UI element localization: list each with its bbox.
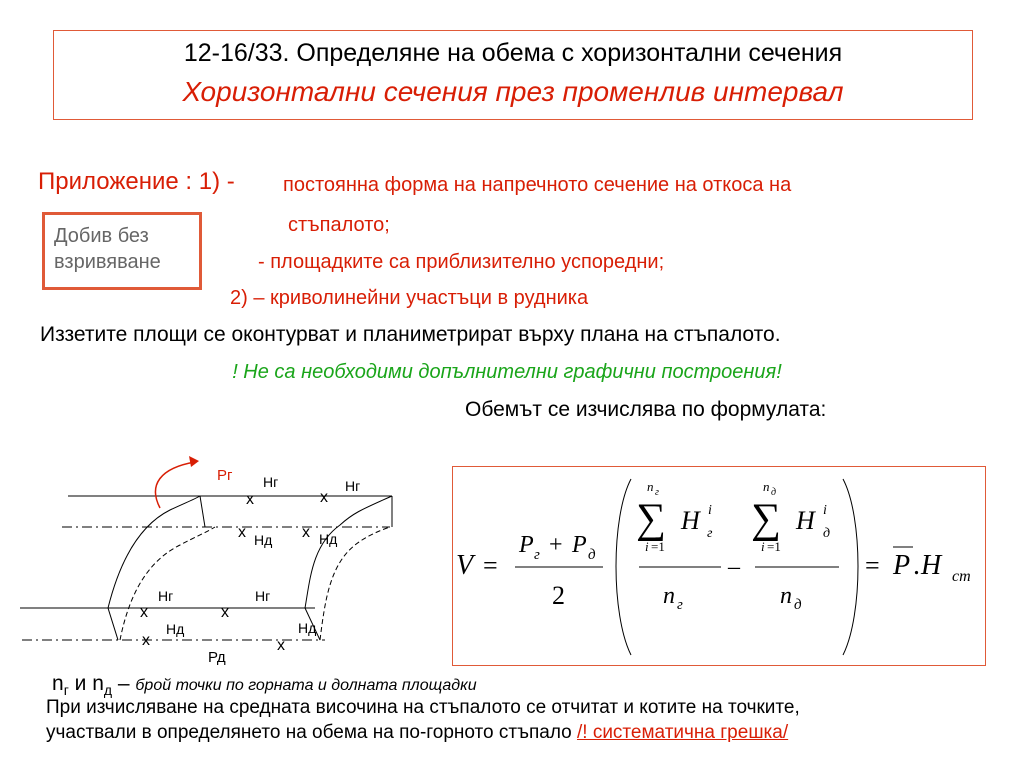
formula-pbar: P: [893, 550, 911, 581]
left-slope-curve: [108, 496, 200, 608]
hg-label-2: Нг: [345, 478, 361, 494]
application-item-1: постоянна форма на напречното сечение на откоса на: [283, 174, 792, 196]
hd-label-2: Нд: [319, 531, 338, 547]
bottom-note-line2-text: участвали в определянето на обема на по-горното стъпало: [46, 722, 577, 743]
upper-slope-crest: [200, 496, 205, 527]
n-def-and: и: [68, 672, 93, 695]
sum2-top-sub: д: [771, 487, 777, 498]
frac3-den-sub: д: [794, 597, 802, 613]
hd-label-1: Нд: [254, 532, 273, 548]
mining-method-line1: Добив без: [54, 225, 149, 247]
mining-method-line2: взривяване: [54, 251, 161, 273]
mining-method-box: [42, 212, 202, 290]
sum1-top-sub: г: [655, 487, 659, 498]
hg-label-3: Нг: [158, 588, 174, 604]
formula-hst-sub: ст: [952, 568, 971, 585]
mining-method-text: [54, 223, 161, 275]
formula-dot: .: [913, 550, 920, 581]
hg-label-4: Нг: [255, 588, 271, 604]
pg-label: Рг: [217, 467, 233, 484]
areas-text: Иззетите площи се оконтурват и планиметрират върху плана на стъпалото.: [40, 323, 781, 346]
sum2-sigma: ∑: [751, 496, 781, 542]
x-mark-4: х: [302, 524, 310, 541]
sum1-sigma: ∑: [636, 496, 666, 542]
formula-pd: P: [572, 532, 587, 558]
formula-v: V: [456, 550, 474, 581]
sum2-h: H: [796, 506, 815, 535]
sum2-eq1: =1: [767, 539, 781, 554]
volume-formula: [453, 467, 985, 665]
sum2-top-n: n: [763, 479, 770, 494]
sum2-i: i: [761, 539, 765, 554]
volume-intro: Обемът се изчислява по формулата:: [465, 398, 827, 421]
n-d-symbol: n: [92, 672, 104, 695]
application-item-1-continued: стъпалото;: [288, 214, 390, 236]
n-d-sub: д: [103, 682, 113, 699]
sum2-sup-i: i: [823, 503, 827, 518]
right-slope-curve: [305, 496, 392, 608]
formula-paren-left: [616, 479, 631, 655]
x-mark-6: х: [221, 604, 229, 621]
application-item-2: 2) – криволинейни участъци в рудника: [230, 287, 589, 309]
n-def-dash: –: [112, 672, 136, 695]
hg-label-1: Нг: [263, 474, 279, 490]
n-g-symbol: n: [52, 672, 64, 695]
frac3-den-n: n: [780, 583, 792, 609]
lower-left-edge: [108, 608, 118, 640]
n-definition: [52, 672, 477, 698]
formula-eq-1: =: [483, 551, 498, 580]
sum2-sub-d: д: [823, 526, 831, 541]
sum1-h: H: [681, 506, 700, 535]
bottom-note-line2: [46, 722, 788, 744]
sum1-sup-i: i: [708, 503, 712, 518]
x-mark-2: х: [320, 489, 328, 506]
x-mark-3: х: [238, 524, 246, 541]
application-item-1b: - площадките са приблизително успоредни;: [258, 251, 665, 273]
n-def-description: брой точки по горната и долната площадки: [135, 677, 477, 694]
pd-label: Рд: [208, 649, 226, 666]
bottom-note-line1: При изчисляване на средната височина на стъпалото се отчитат и котите на точките,: [46, 697, 800, 718]
frac2-den-sub: г: [677, 597, 683, 613]
x-mark-7: х: [142, 632, 150, 649]
title-box: [53, 30, 973, 120]
formula-paren-right: [843, 479, 858, 655]
formula-eq-2: =: [865, 551, 880, 580]
formula-pd-sub: д: [588, 547, 596, 563]
application-label: Приложение : 1) -: [38, 168, 235, 195]
sum1-i: i: [645, 539, 649, 554]
sum1-top-n: n: [647, 479, 654, 494]
hd-label-3: Нд: [166, 621, 185, 637]
sum1-sub-g: г: [707, 526, 713, 541]
x-mark-8: х: [277, 637, 285, 654]
bench-cross-section-diagram: [0, 440, 420, 670]
formula-hst: H: [921, 550, 942, 581]
formula-pg-sub: г: [534, 547, 540, 563]
sum1-eq1: =1: [651, 539, 665, 554]
formula-two: 2: [552, 581, 565, 610]
formula-plus: +: [549, 532, 563, 558]
n-g-sub: г: [63, 682, 69, 699]
no-extra-constructions-note: ! Не са необходими допълнителни графични построения!: [232, 361, 782, 383]
slide-subtitle: Хоризонтални сечения през променлив интервал: [182, 76, 844, 107]
formula-minus: –: [728, 554, 740, 580]
slide-title: 12-16/33. Определяне на обема с хоризонтални сечения: [183, 39, 843, 67]
x-mark-1: х: [246, 491, 254, 508]
formula-box: [452, 466, 986, 666]
hd-label-4: Нд: [298, 620, 317, 636]
frac2-den-n: n: [663, 583, 675, 609]
pg-arrow-head: [189, 456, 199, 467]
systematic-error-note: /! систематична грешка/: [576, 722, 789, 743]
formula-pg: P: [519, 532, 534, 558]
x-mark-5: х: [140, 604, 148, 621]
